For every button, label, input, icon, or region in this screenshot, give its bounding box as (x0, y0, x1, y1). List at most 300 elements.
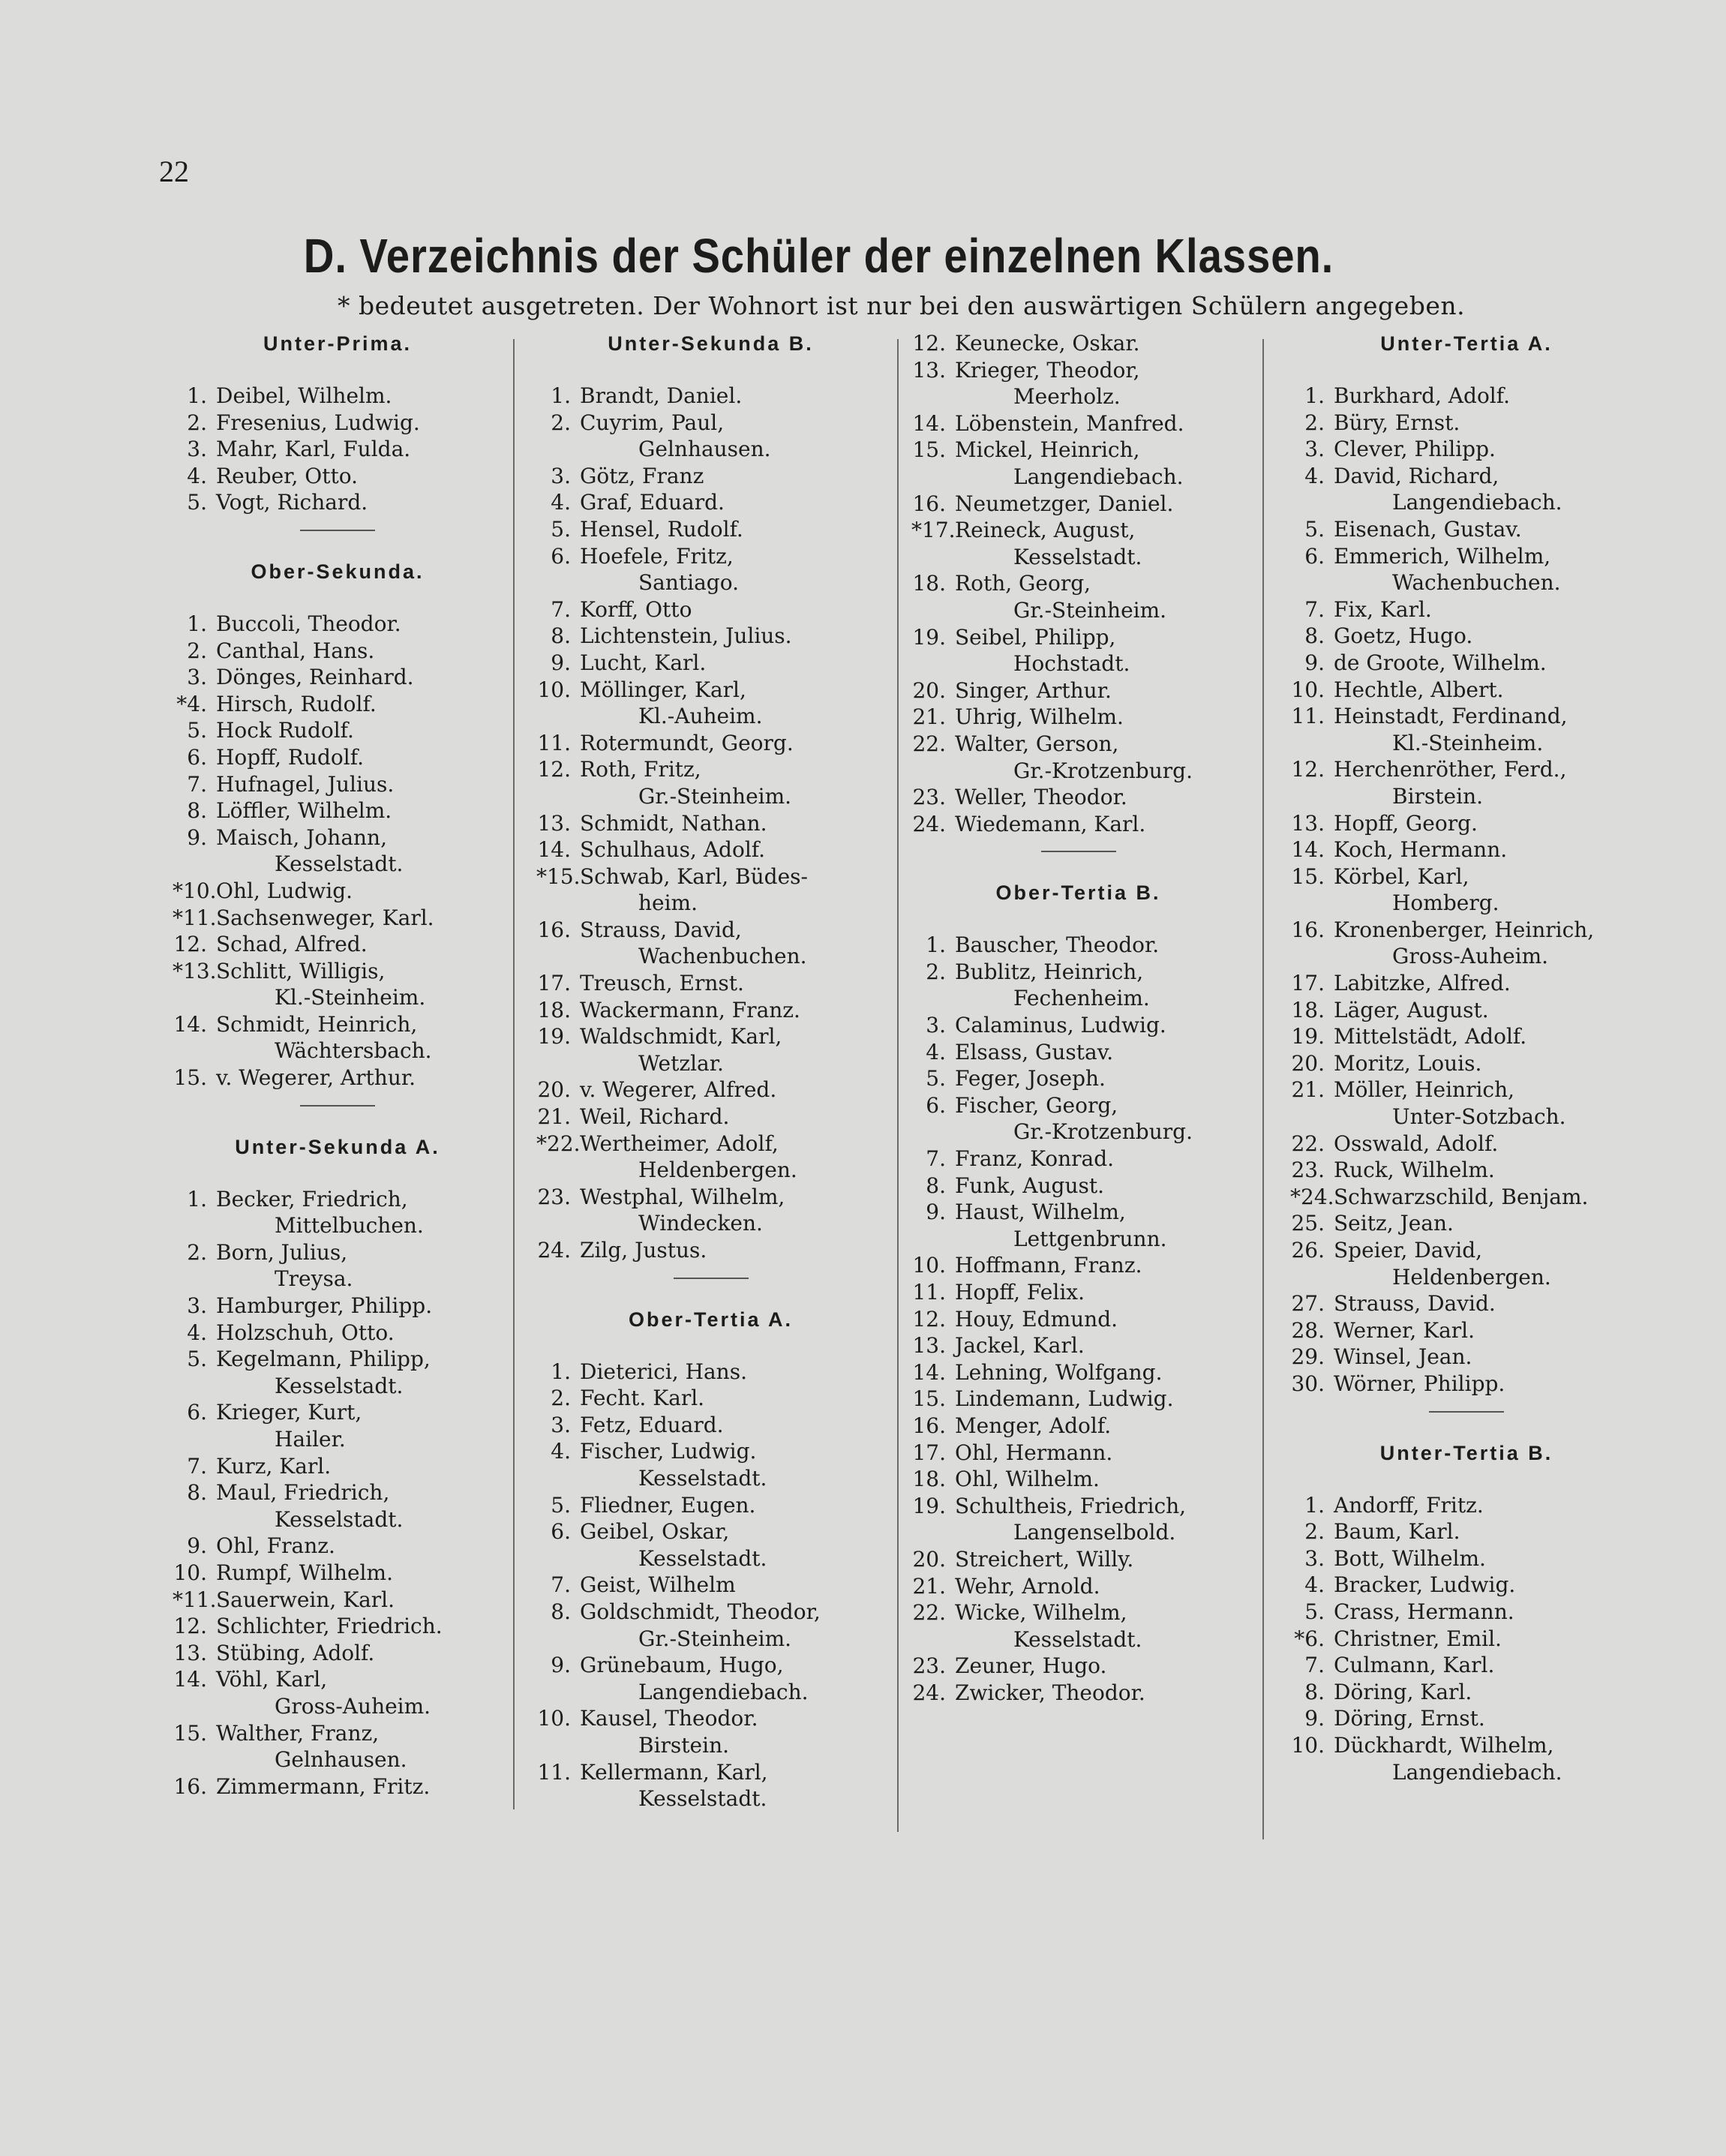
student-number: 13. (912, 357, 946, 383)
student-residence: Gelnhausen. (638, 437, 771, 462)
student-line (911, 1252, 1245, 1279)
student-name: Canthal, Hans. (216, 638, 375, 663)
student-line (1290, 1237, 1643, 1264)
student-residence: heim. (638, 890, 698, 916)
student-number: 12. (912, 331, 946, 356)
student-name: Moritz, Louis. (1334, 1050, 1482, 1076)
student-entry (173, 1587, 503, 1614)
student-entry (1290, 1237, 1643, 1290)
student-line (1290, 970, 1643, 997)
student-name: Schlichter, Friedrich. (216, 1614, 443, 1639)
student-entry (1290, 1210, 1643, 1237)
student-name: v. Wegerer, Alfred. (580, 1077, 777, 1103)
student-line (1290, 1210, 1643, 1237)
student-entry (911, 1092, 1245, 1146)
student-number: 4. (187, 463, 207, 488)
student-name: Götz, Franz (580, 463, 704, 488)
student-entry (173, 1533, 503, 1560)
student-name: Graf, Eduard. (580, 490, 725, 515)
section-divider (300, 1105, 375, 1107)
student-name: Burkhard, Adolf. (1334, 383, 1511, 408)
student-number: 4. (551, 490, 571, 515)
student-number: 6. (551, 543, 571, 569)
student-name: Bublitz, Heinrich, (955, 959, 1144, 984)
student-name: Maul, Friedrich, (216, 1480, 390, 1506)
student-entry (911, 357, 1245, 410)
student-name: Ohl, Franz. (216, 1533, 335, 1559)
student-line (911, 784, 1245, 811)
student-entry (1290, 516, 1643, 543)
class-heading: Unter-Prima. (263, 332, 413, 355)
student-number: 6. (1304, 543, 1325, 569)
student-line (536, 1131, 885, 1158)
student-entry (1290, 917, 1643, 970)
student-line (1290, 623, 1643, 650)
student-entry (536, 1023, 885, 1076)
student-number: 3. (187, 665, 207, 690)
student-line (1290, 1492, 1643, 1519)
column-1 (173, 330, 503, 1800)
student-line (1290, 1518, 1643, 1545)
student-number: 3. (1304, 437, 1325, 462)
student-entry (1290, 863, 1643, 917)
student-name: Waldschmidt, Karl, (580, 1024, 782, 1049)
student-entry (173, 1320, 503, 1347)
student-number: 6. (187, 744, 207, 770)
student-entry (536, 756, 885, 809)
student-number: 24. (912, 811, 946, 836)
student-line (536, 1518, 885, 1545)
student-entry (1290, 1344, 1643, 1371)
student-name: Baum, Karl. (1334, 1519, 1460, 1545)
page-number: 22 (159, 155, 189, 188)
student-line (1290, 677, 1643, 704)
student-name: Wiedemann, Karl. (955, 811, 1146, 836)
student-line (1290, 650, 1643, 677)
student-entry (536, 863, 885, 917)
student-number: 3. (1304, 1545, 1325, 1571)
student-name: Schwab, Karl, Büdes- (580, 863, 808, 889)
student-line (536, 756, 885, 783)
student-line (911, 1279, 1245, 1306)
student-line (536, 1104, 885, 1131)
student-entry (536, 1076, 885, 1104)
student-residence: Gr.-Krotzenburg. (1013, 1119, 1193, 1145)
student-line (536, 836, 885, 863)
student-entry (1290, 1626, 1643, 1653)
student-number: 18. (912, 1467, 946, 1492)
class-heading: Unter-Tertia A. (1380, 332, 1553, 355)
student-entry (1290, 1599, 1643, 1626)
student-number: 1. (551, 383, 571, 408)
student-line (536, 650, 885, 677)
student-line (536, 1237, 885, 1264)
student-name: Hensel, Rudolf. (580, 516, 743, 542)
student-line (173, 1560, 503, 1587)
student-entry (911, 491, 1245, 518)
student-line (536, 383, 885, 410)
student-name: Ohl, Hermann. (955, 1440, 1113, 1465)
student-line (173, 1773, 503, 1800)
student-entry (1290, 436, 1643, 463)
student-line (536, 1438, 885, 1465)
student-entry (536, 516, 885, 543)
student-name: Wertheimer, Adolf, (580, 1131, 779, 1156)
class-heading: Unter-Sekunda A. (235, 1135, 440, 1158)
student-name: Lehning, Wolfgang. (955, 1359, 1163, 1385)
student-line (911, 1039, 1245, 1066)
student-line (173, 1666, 503, 1693)
student-number: *22. (536, 1131, 581, 1156)
student-line (1290, 1371, 1643, 1398)
student-residence: Gelnhausen. (275, 1747, 407, 1773)
student-line (536, 1652, 885, 1679)
column-divider (1262, 339, 1264, 1839)
student-line (536, 1385, 885, 1412)
student-number: *13. (173, 958, 217, 983)
student-name: Schwarzschild, Benjam. (1334, 1184, 1589, 1209)
student-name: Walter, Gerson, (955, 731, 1119, 756)
student-entry (1290, 970, 1643, 997)
student-entry (1290, 1371, 1643, 1398)
student-entry (911, 410, 1245, 437)
student-list (536, 383, 885, 1264)
student-number: 1. (1304, 1492, 1325, 1518)
student-entry (536, 1131, 885, 1184)
student-list (173, 611, 503, 1092)
student-line (1290, 1076, 1643, 1104)
student-name: Döring, Karl. (1334, 1679, 1472, 1704)
student-entry (536, 463, 885, 490)
student-line (173, 1479, 503, 1506)
student-line (911, 811, 1245, 838)
student-name: Fecht. Karl. (580, 1386, 705, 1411)
student-residence: Wachenbuchen. (638, 944, 807, 969)
student-number: 8. (926, 1173, 946, 1198)
student-residence: Gross-Auheim. (1392, 944, 1549, 969)
student-line (536, 596, 885, 623)
student-line (173, 744, 503, 771)
student-line (1290, 997, 1643, 1024)
student-line (173, 410, 503, 437)
student-name: Schlitt, Willigis, (216, 958, 386, 983)
student-name: Weil, Richard. (580, 1104, 730, 1130)
student-number: 20. (1291, 1050, 1325, 1076)
student-number: 13. (912, 1333, 946, 1359)
student-entry (536, 1237, 885, 1264)
student-name: Bott, Wilhelm. (1334, 1545, 1486, 1571)
student-entry (536, 1412, 885, 1439)
student-entry (536, 730, 885, 757)
student-number: 13. (173, 1640, 207, 1665)
student-name: Wehr, Arnold. (955, 1573, 1100, 1599)
student-name: Mittelstädt, Adolf. (1334, 1024, 1527, 1049)
student-number: 17. (1291, 971, 1325, 996)
student-line (173, 383, 503, 410)
student-entry (911, 1199, 1245, 1252)
student-entry (1290, 1732, 1643, 1785)
student-line (1290, 863, 1643, 890)
student-line (173, 1011, 503, 1038)
student-name: Fliedner, Eugen. (580, 1492, 756, 1518)
student-residence: Kesselstadt. (638, 1545, 767, 1571)
student-line (1290, 1131, 1643, 1158)
student-name: Kellermann, Karl, (580, 1759, 768, 1785)
class-heading: Ober-Sekunda. (251, 560, 425, 583)
student-number: 8. (551, 1599, 571, 1624)
student-line (1290, 1050, 1643, 1077)
student-name: Weller, Theodor. (955, 785, 1127, 810)
student-entry (536, 650, 885, 677)
student-line (1290, 596, 1643, 623)
student-line (911, 1440, 1245, 1467)
student-entry (173, 638, 503, 665)
student-residence: Wächtersbach. (275, 1038, 432, 1064)
student-name: Labitzke, Alfred. (1334, 971, 1511, 996)
student-name: Hamburger, Philipp. (216, 1293, 433, 1319)
student-name: Menger, Adolf. (955, 1413, 1112, 1438)
student-name: Singer, Arthur. (955, 677, 1112, 703)
section-divider (1429, 1411, 1504, 1413)
student-number: 2. (187, 1239, 207, 1265)
student-entry (911, 570, 1245, 623)
student-number: 2. (187, 410, 207, 435)
student-number: 8. (187, 1480, 207, 1506)
student-entry (536, 1438, 885, 1491)
student-name: Schmidt, Nathan. (580, 810, 767, 836)
student-name: Fischer, Georg, (955, 1092, 1118, 1118)
student-number: 7. (926, 1146, 946, 1172)
student-name: Hopff, Felix. (955, 1280, 1085, 1305)
student-number: 14. (173, 1667, 207, 1692)
student-name: Herchenröther, Ferd., (1334, 757, 1567, 782)
student-residence: Mittelbuchen. (275, 1213, 424, 1239)
student-number: *6. (1294, 1626, 1325, 1651)
student-line (1290, 516, 1643, 543)
student-entry (911, 1493, 1245, 1546)
student-name: Winsel, Jean. (1334, 1344, 1472, 1370)
student-line (536, 997, 885, 1024)
student-line (536, 863, 885, 890)
student-name: Becker, Friedrich, (216, 1186, 408, 1212)
student-line (911, 624, 1245, 651)
student-entry (173, 691, 503, 718)
student-entry (536, 1652, 885, 1705)
student-line (536, 1759, 885, 1786)
student-line (1290, 1317, 1643, 1344)
student-number: 8. (551, 623, 571, 649)
student-name: v. Wegerer, Arthur. (216, 1065, 416, 1091)
student-entry (1290, 596, 1643, 623)
student-line (1290, 1599, 1643, 1626)
student-number: 5. (1304, 516, 1325, 542)
student-residence: Kl.-Steinheim. (275, 985, 426, 1010)
student-residence: Hailer. (275, 1427, 346, 1452)
student-entry (911, 704, 1245, 731)
student-name: Hopff, Georg. (1334, 810, 1478, 836)
student-entry (1290, 1492, 1643, 1519)
student-name: Crass, Hermann. (1334, 1599, 1514, 1624)
student-entry (911, 1039, 1245, 1066)
student-entry (1290, 1679, 1643, 1706)
student-name: Strauss, David. (1334, 1291, 1496, 1317)
student-line (1290, 1157, 1643, 1184)
student-number: 12. (173, 1614, 207, 1639)
student-number: 7. (1304, 596, 1325, 622)
student-number: 23. (537, 1184, 571, 1209)
student-number: 5. (551, 1492, 571, 1518)
student-name: Geist, Wilhelm (580, 1572, 736, 1598)
student-line (911, 1546, 1245, 1573)
student-name: Stübing, Adolf. (216, 1640, 375, 1665)
student-name: Hoefele, Fritz, (580, 543, 734, 569)
student-number: 19. (537, 1024, 571, 1049)
student-number: 3. (187, 1293, 207, 1319)
student-name: Krieger, Kurt, (216, 1400, 362, 1425)
student-number: 19. (912, 624, 946, 650)
student-entry (911, 731, 1245, 784)
student-line (536, 970, 885, 997)
student-line (911, 1092, 1245, 1119)
student-entry (1290, 1050, 1643, 1077)
student-name: Deibel, Wilhelm. (216, 383, 392, 408)
student-number: 1. (187, 611, 207, 636)
student-line (1290, 1344, 1643, 1371)
student-line (173, 1064, 503, 1092)
student-entry (911, 1065, 1245, 1092)
student-entry (1290, 383, 1643, 410)
student-name: Feger, Joseph. (955, 1066, 1106, 1092)
student-name: Krieger, Theodor, (955, 357, 1140, 383)
student-line (911, 570, 1245, 597)
student-line (536, 463, 885, 490)
student-name: Dieterici, Hans. (580, 1359, 747, 1384)
student-name: Clever, Philipp. (1334, 437, 1496, 462)
student-line (173, 1346, 503, 1373)
student-list (1290, 383, 1643, 1398)
student-number: 14. (1291, 837, 1325, 863)
student-name: David, Richard, (1334, 463, 1499, 488)
student-residence: Heldenbergen. (638, 1158, 797, 1183)
student-entry (173, 1613, 503, 1640)
student-number: 22. (912, 731, 946, 756)
student-entry (1290, 1317, 1643, 1344)
student-entry (536, 543, 885, 596)
student-line (536, 410, 885, 437)
student-number: 2. (187, 638, 207, 663)
student-name: Culmann, Karl. (1334, 1653, 1495, 1678)
student-entry (173, 1186, 503, 1239)
student-name: Elsass, Gustav. (955, 1039, 1114, 1064)
student-residence: Birstein. (1392, 783, 1483, 809)
student-name: Zeuner, Hugo. (955, 1653, 1107, 1679)
student-number: 1. (926, 932, 946, 958)
student-number: 9. (187, 1533, 207, 1559)
student-name: Kausel, Theodor. (580, 1706, 758, 1731)
student-name: Buccoli, Theodor. (216, 611, 401, 636)
student-name: Schad, Alfred. (216, 932, 368, 957)
student-number: 13. (537, 810, 571, 836)
student-name: Ohl, Ludwig. (216, 878, 353, 903)
student-number: 4. (1304, 463, 1325, 488)
student-number: 12. (173, 932, 207, 957)
student-number: *11. (173, 1587, 217, 1612)
class-heading: Unter-Tertia B. (1379, 1441, 1553, 1464)
student-name: Schmidt, Heinrich, (216, 1011, 418, 1037)
student-entry (173, 611, 503, 638)
student-name: Maisch, Johann, (216, 824, 387, 850)
student-line (911, 704, 1245, 731)
student-entry (911, 1306, 1245, 1333)
student-entry (173, 1640, 503, 1667)
student-name: Wörner, Philipp. (1334, 1371, 1505, 1396)
student-number: 5. (187, 490, 207, 515)
student-number: 23. (912, 785, 946, 810)
column-divider (897, 339, 899, 1832)
student-name: Rotermundt, Georg. (580, 730, 794, 755)
student-line (173, 797, 503, 824)
student-line (173, 1533, 503, 1560)
student-entry (173, 1399, 503, 1452)
student-number: 29. (1291, 1344, 1325, 1370)
student-line (536, 1599, 885, 1626)
student-entry (911, 1546, 1245, 1573)
student-line (1290, 917, 1643, 944)
student-entry (911, 677, 1245, 704)
student-name: Werner, Karl. (1334, 1317, 1475, 1343)
student-entry (1290, 1652, 1643, 1679)
student-name: Speier, David, (1334, 1238, 1483, 1263)
student-line (911, 1332, 1245, 1359)
student-entry (173, 1720, 503, 1773)
student-line (911, 1653, 1245, 1680)
student-list (536, 1359, 885, 1812)
student-entry (173, 1479, 503, 1533)
student-name: Westphal, Wilhelm, (580, 1184, 785, 1209)
student-name: Lindemann, Ludwig. (955, 1386, 1174, 1412)
student-entry (911, 1279, 1245, 1306)
student-name: Jackel, Karl. (955, 1333, 1085, 1359)
student-number: 16. (912, 491, 946, 516)
student-entry (173, 878, 503, 905)
student-residence: Santiago. (638, 570, 739, 596)
student-number: 9. (551, 650, 571, 675)
student-entry (536, 1492, 885, 1519)
student-entry (173, 1293, 503, 1320)
class-heading: Ober-Tertia A. (628, 1308, 794, 1331)
student-number: 2. (926, 959, 946, 984)
student-entry (911, 1440, 1245, 1467)
student-entry (1290, 463, 1643, 516)
student-number: 15. (912, 1386, 946, 1412)
student-name: Löffler, Wilhelm. (216, 798, 392, 824)
student-list (1290, 1492, 1643, 1786)
student-line (173, 878, 503, 905)
student-residence: Kesselstadt. (275, 851, 404, 877)
student-line (911, 1386, 1245, 1413)
student-entry (173, 958, 503, 1011)
student-name: Hopff, Rudolf. (216, 744, 365, 770)
student-residence: Gr.-Krotzenburg. (1013, 758, 1193, 783)
student-name: Geibel, Oskar, (580, 1519, 730, 1545)
student-entry (536, 1599, 885, 1652)
student-name: Körbel, Karl, (1334, 863, 1469, 889)
student-residence: Windecken. (638, 1211, 763, 1236)
student-line (173, 489, 503, 516)
student-number: 4. (187, 1320, 207, 1345)
student-line (1290, 383, 1643, 410)
student-line (173, 1453, 503, 1480)
